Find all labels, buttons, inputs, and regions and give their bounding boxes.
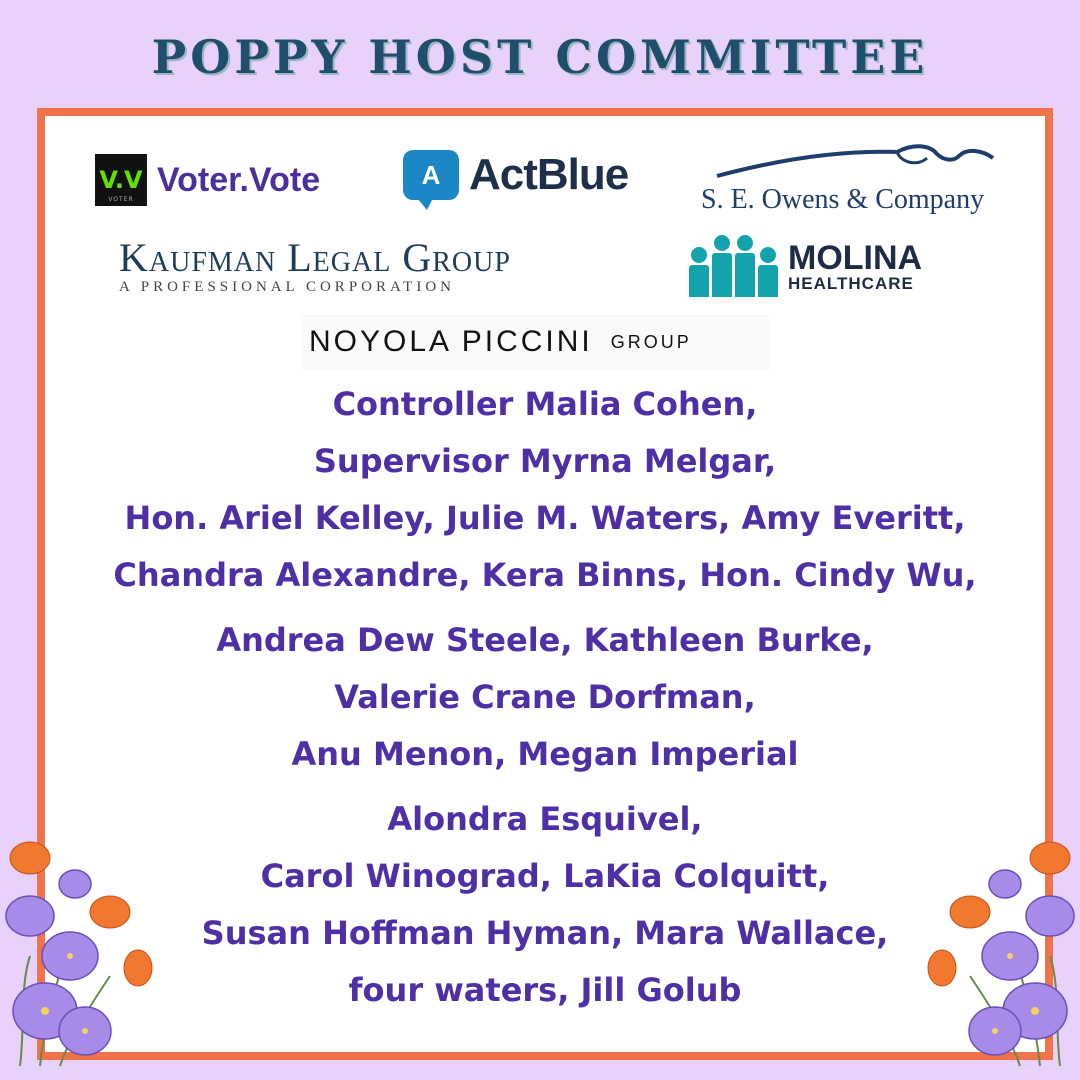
- actblue-icon-letter: A: [421, 159, 441, 190]
- poppy-flowers-left-icon: [0, 836, 160, 1070]
- name-line: Susan Hoffman Hyman, Mara Wallace,: [201, 914, 889, 952]
- name-line: Anu Menon, Megan Imperial: [291, 735, 799, 773]
- actblue-logo: [403, 150, 628, 200]
- se-owens-text: S. E. Owens & Company: [701, 184, 985, 215]
- molina-healthcare-logo: [689, 228, 945, 304]
- voter-mark-letters: V.V: [99, 166, 143, 194]
- people-icon: [689, 235, 778, 297]
- host-names-list: [45, 376, 1045, 1019]
- voter-vote-text: Voter.Vote: [157, 160, 321, 199]
- actblue-icon: [403, 150, 459, 200]
- name-line: Carol Winograd, LaKia Colquitt,: [260, 857, 830, 895]
- noyola-group-text: GROUP: [610, 331, 692, 352]
- poppy-flowers-right-icon: [920, 836, 1080, 1070]
- name-line: Chandra Alexandre, Kera Binns, Hon. Cindy Wu,: [113, 556, 977, 594]
- name-line: Valerie Crane Dorfman,: [334, 678, 756, 716]
- kaufman-legal-logo: [119, 234, 511, 296]
- kaufman-subtitle: A PROFESSIONAL CORPORATION: [119, 279, 455, 295]
- kaufman-name: Kaufman Legal Group: [119, 235, 511, 280]
- molina-sub: HEALTHCARE: [788, 273, 914, 293]
- content-frame: [37, 108, 1053, 1060]
- name-line: Alondra Esquivel,: [387, 800, 703, 838]
- voter-mark-sub: VOTER: [108, 196, 134, 203]
- wave-icon: [697, 140, 997, 184]
- actblue-text: ActBlue: [469, 150, 629, 199]
- noyola-main-text: NOYOLA PICCINI: [309, 325, 593, 358]
- name-line: Andrea Dew Steele, Kathleen Burke,: [216, 621, 874, 659]
- name-line: Hon. Ariel Kelley, Julie M. Waters, Amy Everitt,: [124, 499, 966, 537]
- name-line: Supervisor Myrna Melgar,: [313, 442, 777, 480]
- voter-vote-mark: [95, 154, 147, 206]
- se-owens-logo: [697, 140, 997, 222]
- molina-name: MOLINA: [788, 238, 923, 277]
- voter-vote-logo: [95, 154, 320, 206]
- page-title: POPPY HOST COMMITTEE: [151, 30, 929, 84]
- name-line: four waters, Jill Golub: [348, 971, 742, 1009]
- noyola-piccini-logo: [301, 314, 769, 370]
- name-line: Controller Malia Cohen,: [332, 385, 758, 423]
